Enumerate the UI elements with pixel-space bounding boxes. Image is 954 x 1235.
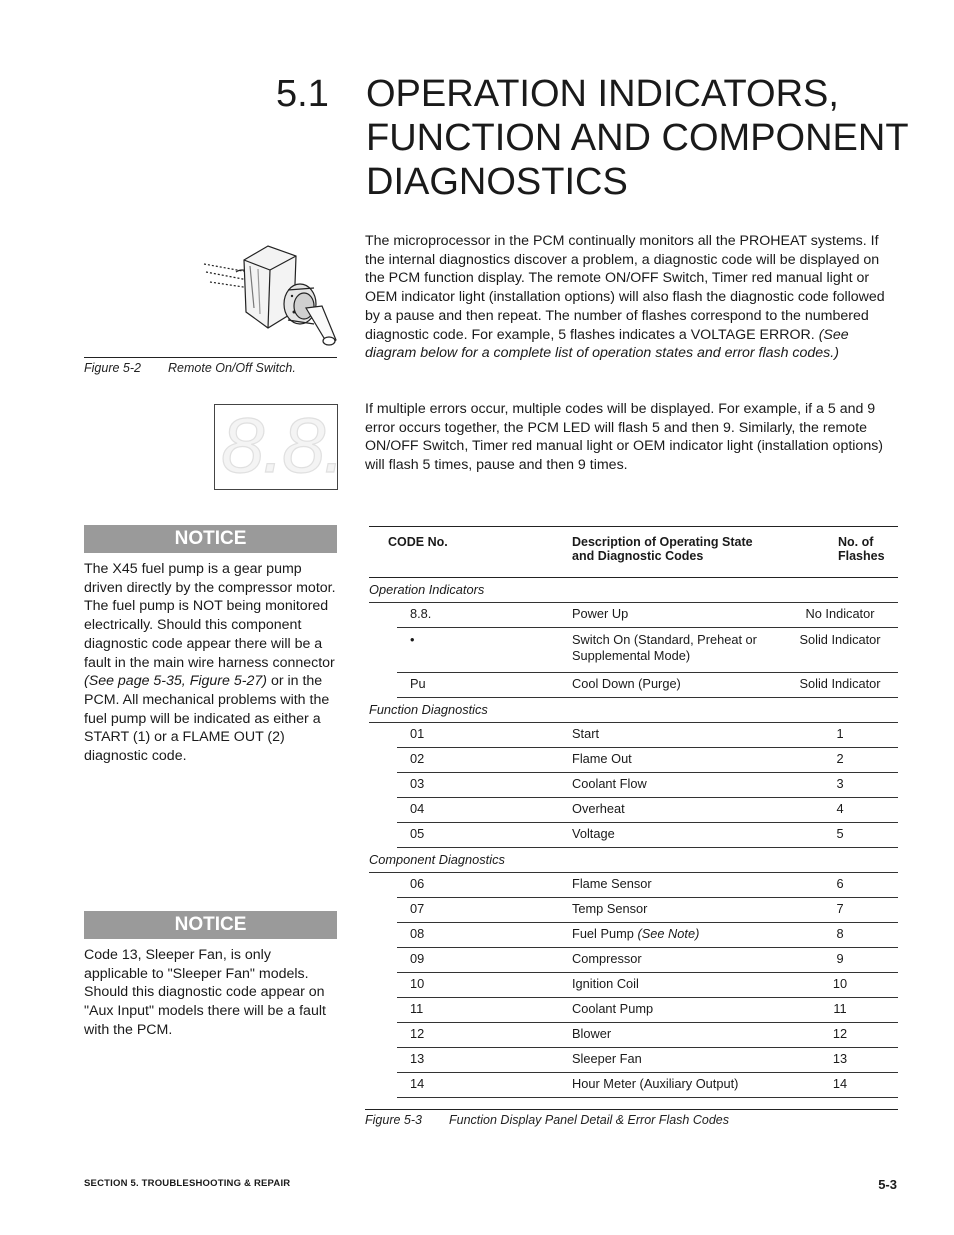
flashes-cell: 12 xyxy=(782,1023,898,1048)
footer-section-label: SECTION 5. TROUBLESHOOTING & REPAIR xyxy=(84,1178,291,1189)
description-cell: Sleeper Fan xyxy=(572,1048,782,1073)
intro-text: The microprocessor in the PCM continually monitors all the PROHEAT systems. If the internal diagnostics discover a problem, a diagnostic code will be displayed on the PCM function display. The remote ON/OFF Switch, Timer red manual light or OEM indicator light (installation options) will also flash the diagnostic code followed by a pause and then repeat. The number of flashes correspond to the numbered diagnostic code. For example, 5 flashes indicates a VOLTAGE ERROR. xyxy=(365,233,885,343)
code-cell: 13 xyxy=(397,1048,572,1073)
flashes-cell: 13 xyxy=(782,1048,898,1073)
table-row xyxy=(369,973,898,998)
code-cell: 01 xyxy=(397,723,572,748)
table-row xyxy=(369,748,898,773)
description-cell: Coolant Pump xyxy=(572,998,782,1023)
table-row xyxy=(369,873,898,898)
flashes-cell: 8 xyxy=(782,923,898,948)
figure-label: Figure 5-3 xyxy=(365,1113,422,1127)
section-number: 5.1 xyxy=(276,73,329,115)
description-cell xyxy=(572,923,782,948)
code-cell: 02 xyxy=(397,748,572,773)
notice-body xyxy=(84,560,337,766)
header-line: Flashes xyxy=(838,549,885,563)
table-row xyxy=(369,1048,898,1073)
category-row xyxy=(369,848,898,873)
table-row xyxy=(369,898,898,923)
flashes-cell: No Indicator xyxy=(782,603,898,628)
description-note: (See Note) xyxy=(637,926,700,941)
table-row xyxy=(369,1073,898,1098)
category-row xyxy=(369,578,898,603)
function-display-panel xyxy=(214,401,344,490)
flashes-cell: 5 xyxy=(782,823,898,848)
flashes-cell: 1 xyxy=(782,723,898,748)
flashes-cell: 4 xyxy=(782,798,898,823)
flashes-cell: 7 xyxy=(782,898,898,923)
description-cell: Start xyxy=(572,723,782,748)
figure-caption-text: Remote On/Off Switch. xyxy=(168,361,296,375)
description-cell: Blower xyxy=(572,1023,782,1048)
notice-header: NOTICE xyxy=(84,911,337,939)
code-cell: 05 xyxy=(397,823,572,848)
category-label: Component Diagnostics xyxy=(369,848,898,873)
table-row xyxy=(369,823,898,848)
code-cell: 09 xyxy=(397,948,572,973)
description-cell: Ignition Coil xyxy=(572,973,782,998)
figure-5-3-caption xyxy=(365,1113,729,1127)
table-row xyxy=(369,923,898,948)
description-cell: Power Up xyxy=(572,603,782,628)
figure-5-2-caption xyxy=(84,361,296,375)
code-cell: 07 xyxy=(397,898,572,923)
section-title-line: DIAGNOSTICS xyxy=(366,161,628,203)
notice-body: Code 13, Sleeper Fan, is only applicable to "Sleeper Fan" models. Should this diagnostic code appear on "Aux Input" models there will be a fault with the PCM. xyxy=(84,947,326,1038)
table-header-row xyxy=(369,527,898,578)
description-cell: Coolant Flow xyxy=(572,773,782,798)
figure-rule xyxy=(84,357,337,358)
table-row xyxy=(369,723,898,748)
code-cell: 04 xyxy=(397,798,572,823)
notice-reference: (See page 5-35, Figure 5-27) xyxy=(84,673,267,690)
flashes-cell: Solid Indicator xyxy=(782,628,898,673)
figure-caption-text: Function Display Panel Detail & Error Flash Codes xyxy=(449,1113,729,1127)
section-title xyxy=(366,72,926,204)
header-line: Description of Operating State xyxy=(572,535,753,549)
intro-italic-note: (See diagram below for a complete list of operation states and error flash codes.) xyxy=(365,326,849,362)
page-number: 5-3 xyxy=(878,1177,897,1192)
description-cell: Temp Sensor xyxy=(572,898,782,923)
column-header-code: CODE No. xyxy=(369,527,572,578)
description-cell: Switch On (Standard, Preheat or Supplemental Mode) xyxy=(572,628,782,673)
flashes-cell: 10 xyxy=(782,973,898,998)
toggle-switch-illustration xyxy=(196,242,341,352)
column-header-description xyxy=(572,527,782,578)
code-cell: Pu xyxy=(397,673,572,698)
header-line: and Diagnostic Codes xyxy=(572,549,704,563)
code-cell: 03 xyxy=(397,773,572,798)
table-row xyxy=(369,773,898,798)
description-cell: Flame Out xyxy=(572,748,782,773)
description-cell: Flame Sensor xyxy=(572,873,782,898)
flashes-cell: 3 xyxy=(782,773,898,798)
intro-paragraph-1 xyxy=(365,232,900,363)
flashes-cell: 9 xyxy=(782,948,898,973)
code-cell: 06 xyxy=(397,873,572,898)
notice-text: or in the PCM. All mechanical problems with the fuel pump will be indicated as either a START (1) or a FLAME OUT (2) diagnostic code. xyxy=(84,673,330,765)
flashes-cell: 11 xyxy=(782,998,898,1023)
figure-rule xyxy=(365,1109,898,1110)
table-row xyxy=(369,628,898,673)
description-cell: Hour Meter (Auxiliary Output) xyxy=(572,1073,782,1098)
table-row xyxy=(369,948,898,973)
table-row xyxy=(369,1023,898,1048)
figure-label: Figure 5-2 xyxy=(84,361,141,375)
code-cell: 12 xyxy=(397,1023,572,1048)
category-label: Function Diagnostics xyxy=(369,698,898,723)
notice-header: NOTICE xyxy=(84,525,337,553)
description-cell: Compressor xyxy=(572,948,782,973)
table-row xyxy=(369,798,898,823)
notice-text: The X45 fuel pump is a gear pump driven directly by the compressor motor. The fuel pump is NOT being monitored electrically. Should this component diagnostic code appear there will be a fault in the main wire harness connector xyxy=(84,561,336,671)
code-cell: 8.8. xyxy=(397,603,572,628)
diagnostic-code-table xyxy=(369,526,898,1098)
display-digits: 8.8. xyxy=(221,401,344,489)
column-header-flashes xyxy=(782,527,898,578)
description-cell: Voltage xyxy=(572,823,782,848)
flashes-cell: 6 xyxy=(782,873,898,898)
category-row xyxy=(369,698,898,723)
code-cell: • xyxy=(397,628,572,673)
description-text: Fuel Pump xyxy=(572,926,634,941)
description-cell: Cool Down (Purge) xyxy=(572,673,782,698)
flashes-cell: Solid Indicator xyxy=(782,673,898,698)
code-cell: 08 xyxy=(397,923,572,948)
table-row xyxy=(369,603,898,628)
code-cell: 14 xyxy=(397,1073,572,1098)
category-label: Operation Indicators xyxy=(369,578,898,603)
code-cell: 10 xyxy=(397,973,572,998)
intro-paragraph-2: If multiple errors occur, multiple codes will be displayed. For example, if a 5 and 9 error occurs together, the PCM LED will flash 5 and then 9. Similarly, the remote ON/OFF Switch, Timer red manual light or OEM indicator light (installation options) will flash 5 times, pause and then 9 times. xyxy=(365,401,884,474)
code-cell: 11 xyxy=(397,998,572,1023)
section-title-line: FUNCTION AND COMPONENT xyxy=(366,117,909,159)
flashes-cell: 2 xyxy=(782,748,898,773)
section-title-line: OPERATION INDICATORS, xyxy=(366,73,839,115)
table-row xyxy=(369,998,898,1023)
description-cell: Overheat xyxy=(572,798,782,823)
header-line: No. of xyxy=(838,535,874,549)
table-row xyxy=(369,673,898,698)
flashes-cell: 14 xyxy=(782,1073,898,1098)
